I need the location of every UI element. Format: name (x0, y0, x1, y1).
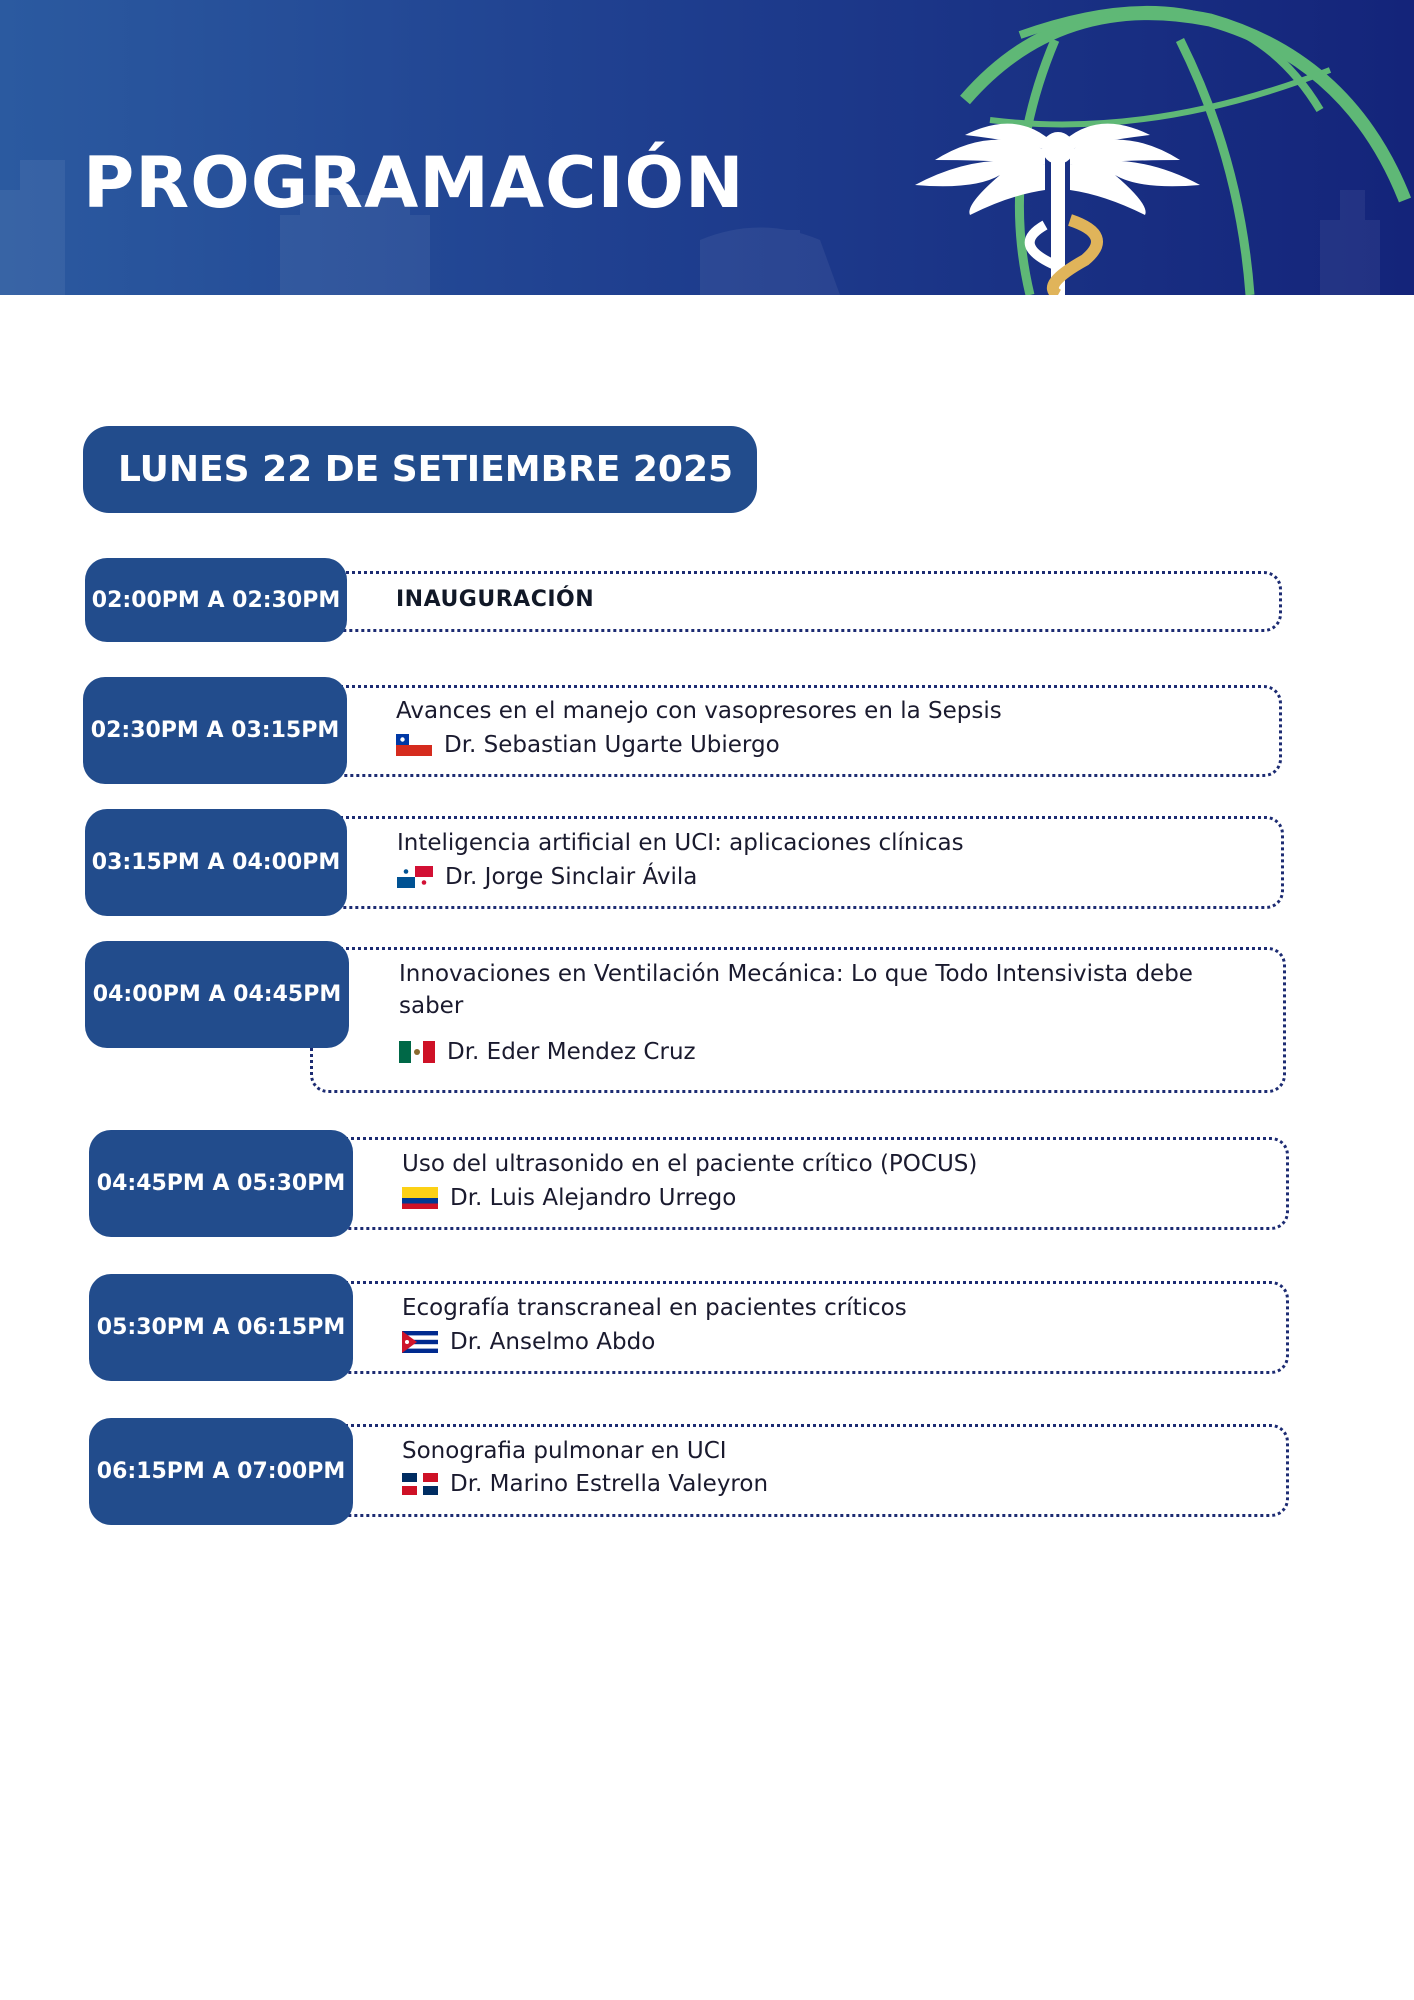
dominican-republic-flag-icon (402, 1473, 438, 1495)
date-banner (83, 426, 757, 513)
session-title: Uso del ultrasonido en el paciente crítico (POCUS) (402, 1151, 978, 1177)
mexico-flag-icon (399, 1041, 435, 1063)
chile-flag-icon (396, 734, 432, 756)
cuba-flag-icon (402, 1331, 438, 1353)
session-title: Innovaciones en Ventilación Mecánica: Lo que Todo Intensivista debe saber (399, 961, 1193, 1019)
speaker-row (396, 732, 780, 758)
session-title: Ecografía transcraneal en pacientes críticos (402, 1295, 907, 1321)
header-banner (0, 0, 1414, 295)
date-label: LUNES 22 DE SETIEMBRE 2025 (118, 449, 734, 490)
session-time: 04:00PM A 04:45PM (85, 941, 349, 1048)
session-time: 02:00PM A 02:30PM (85, 558, 347, 642)
speaker-name: Dr. Marino Estrella Valeyron (450, 1471, 769, 1497)
session-time: 04:45PM A 05:30PM (89, 1130, 353, 1237)
session-title: Sonografia pulmonar en UCI (402, 1438, 727, 1464)
speaker-name: Dr. Jorge Sinclair Ávila (445, 864, 698, 890)
speaker-row (399, 1039, 696, 1065)
session-title: INAUGURACIÓN (396, 587, 595, 612)
speaker-name: Dr. Eder Mendez Cruz (447, 1039, 696, 1065)
caduceus-globe-logo-icon (880, 0, 1414, 295)
panama-flag-icon (397, 866, 433, 888)
page-title: PROGRAMACIÓN (83, 142, 745, 224)
session-time: 05:30PM A 06:15PM (89, 1274, 353, 1381)
speaker-row (402, 1185, 736, 1211)
session-time: 02:30PM A 03:15PM (83, 677, 347, 784)
speaker-name: Dr. Sebastian Ugarte Ubiergo (444, 732, 780, 758)
session-time: 06:15PM A 07:00PM (89, 1418, 353, 1525)
speaker-name: Dr. Luis Alejandro Urrego (450, 1185, 737, 1211)
speaker-row (402, 1329, 655, 1355)
speaker-row (397, 864, 697, 890)
session-time: 03:15PM A 04:00PM (85, 809, 347, 916)
session-title: Avances en el manejo con vasopresores en la Sepsis (396, 698, 1002, 724)
speaker-row (402, 1471, 768, 1497)
colombia-flag-icon (402, 1187, 438, 1209)
session-title: Inteligencia artificial en UCI: aplicaciones clínicas (397, 830, 964, 856)
speaker-name: Dr. Anselmo Abdo (450, 1329, 656, 1355)
